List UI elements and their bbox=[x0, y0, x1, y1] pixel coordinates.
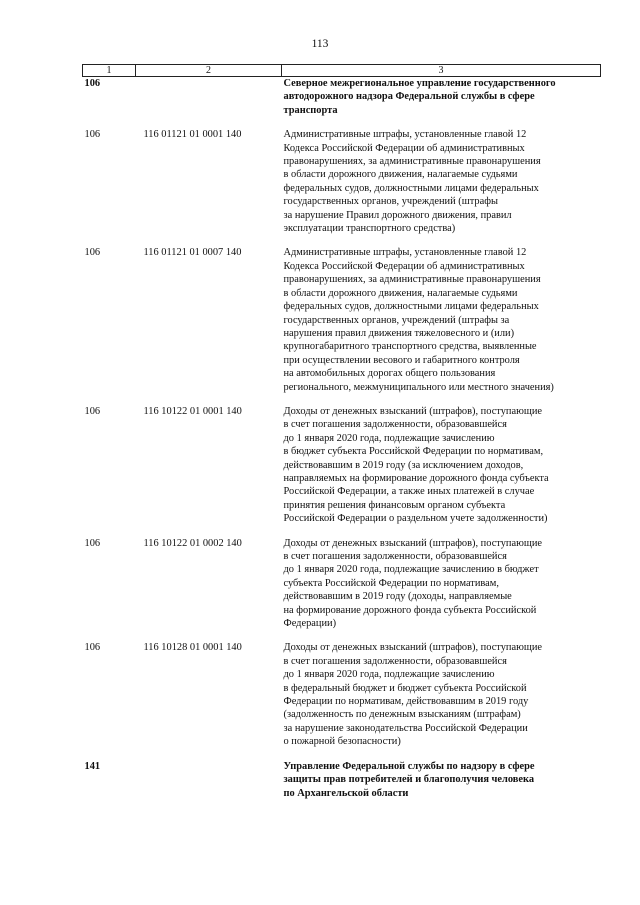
table-row bbox=[83, 641, 601, 748]
page-number: 113 bbox=[311, 38, 329, 50]
description-line: направляемых на формирование дорожного фонда субъекта bbox=[283, 472, 549, 484]
description-line: в счет погашения задолженности, образовавшейся bbox=[283, 551, 507, 562]
column-number-2: 2 bbox=[136, 65, 282, 77]
description-line: в бюджет субъекта Российской Федерации по нормативам, bbox=[283, 446, 544, 458]
row-spacer-cell bbox=[83, 394, 601, 405]
description-line: крупногабаритного транспортного средства, выявленные bbox=[283, 341, 537, 353]
description-line: за нарушение законодательства Российской Федерации bbox=[283, 722, 528, 734]
table-body bbox=[83, 77, 601, 800]
description-line: Административные штрафы, установленные главой 12 bbox=[283, 129, 527, 141]
description-line: в счет погашения задолженности, образовавшейся bbox=[283, 419, 507, 431]
revenue-description bbox=[282, 405, 601, 526]
administrator-code: 106 bbox=[84, 129, 101, 141]
description-line: Российской Федерации о раздельном учете задолженности) bbox=[283, 513, 548, 525]
administrator-code: 106 bbox=[84, 78, 101, 89]
description-line: Административные штрафы, установленные главой 12 bbox=[283, 247, 527, 259]
revenue-code: 116 01121 01 0007 140 bbox=[143, 247, 242, 259]
revenue-code bbox=[136, 77, 282, 118]
description-line: в федеральный бюджет и бюджет субъекта Российской bbox=[283, 682, 527, 694]
section-header-row bbox=[83, 760, 601, 800]
revenue-code bbox=[136, 760, 282, 800]
description-line: до 1 января 2020 года, подлежащие зачислению bbox=[283, 432, 495, 444]
description-line: защиты прав потребителей и благополучия человека bbox=[283, 774, 535, 786]
description-line: правонарушениях, за административные правонарушения bbox=[283, 274, 541, 286]
section-title bbox=[282, 760, 601, 800]
table-row bbox=[83, 128, 601, 235]
row-spacer-cell bbox=[83, 117, 601, 128]
description-line: Доходы от денежных взысканий (штрафов), поступающие bbox=[283, 537, 543, 549]
administrator-code: 106 bbox=[84, 537, 101, 549]
description-line: (задолженность по денежным взысканиям (штрафам) bbox=[283, 709, 521, 721]
section-title bbox=[282, 77, 601, 118]
row-spacer bbox=[83, 235, 601, 246]
description-line: за нарушение Правил дорожного движения, правил bbox=[283, 209, 512, 221]
row-spacer bbox=[83, 526, 601, 537]
description-line: транспорта bbox=[283, 104, 338, 116]
column-number-row bbox=[83, 65, 601, 77]
description-line: действовавшим в 2019 году (за исключением доходов, bbox=[283, 459, 524, 471]
administrator-code: 106 bbox=[84, 405, 101, 417]
revenue-description bbox=[282, 246, 601, 393]
revenue-description bbox=[282, 128, 601, 235]
column-number-1: 1 bbox=[83, 65, 136, 77]
description-line: автодорожного надзора Федеральной службы в сфере bbox=[283, 91, 535, 103]
description-line: на автомобильных дорогах общего пользования bbox=[283, 368, 496, 380]
description-line: Кодекса Российской Федерации об административных bbox=[283, 142, 525, 154]
row-spacer-cell bbox=[83, 630, 601, 641]
revenue-code: 116 01121 01 0001 140 bbox=[143, 129, 242, 141]
revenue-codes-table bbox=[82, 64, 601, 800]
revenue-description bbox=[282, 641, 601, 748]
description-line: нарушения правил движения тяжеловесного и (или) bbox=[283, 327, 515, 339]
description-line: государственных органов, учреждений (штрафы за bbox=[283, 314, 510, 326]
section-header-row bbox=[83, 77, 601, 118]
administrator-code: 141 bbox=[84, 760, 101, 772]
description-line: Доходы от денежных взысканий (штрафов), поступающие bbox=[283, 642, 543, 654]
description-line: федеральных судов, должностными лицами федеральных bbox=[283, 182, 539, 194]
table-header bbox=[83, 65, 601, 77]
row-spacer-cell bbox=[83, 526, 601, 537]
description-line: до 1 января 2020 года, подлежащие зачислению bbox=[283, 669, 495, 681]
description-line: в области дорожного движения, налагаемые судьями bbox=[283, 287, 518, 299]
description-line: Управление Федеральной службы по надзору в сфере bbox=[283, 760, 535, 772]
description-line: федеральных судов, должностными лицами федеральных bbox=[283, 301, 539, 313]
description-line: на формирование дорожного фонда субъекта Российской bbox=[283, 604, 537, 616]
description-line: правонарушениях, за административные правонарушения bbox=[283, 156, 541, 168]
description-line: государственных органов, учреждений (штрафы bbox=[283, 196, 498, 208]
revenue-description bbox=[282, 537, 601, 631]
description-line: до 1 января 2020 года, подлежащие зачислению в бюджет bbox=[283, 564, 539, 576]
revenue-code: 116 10122 01 0002 140 bbox=[143, 537, 242, 549]
table-row bbox=[83, 246, 601, 393]
description-line: действовавшим в 2019 году (доходы, направляемые bbox=[283, 591, 512, 603]
row-spacer-cell bbox=[83, 235, 601, 246]
description-line: Кодекса Российской Федерации об административных bbox=[283, 260, 525, 272]
description-line: о пожарной безопасности) bbox=[283, 736, 401, 748]
revenue-code: 116 10128 01 0001 140 bbox=[143, 642, 242, 654]
description-line: Северное межрегиональное управление государственного bbox=[283, 78, 556, 89]
description-line: Российской Федерации, а также иных платежей в случае bbox=[283, 486, 535, 498]
column-number-3: 3 bbox=[282, 65, 601, 77]
description-line: в счет погашения задолженности, образовавшейся bbox=[283, 655, 507, 667]
administrator-code: 106 bbox=[84, 247, 101, 259]
row-spacer bbox=[83, 117, 601, 128]
description-line: при осуществлении весового и габаритного контроля bbox=[283, 354, 520, 366]
administrator-code: 106 bbox=[84, 642, 101, 654]
row-spacer bbox=[83, 394, 601, 405]
description-line: Доходы от денежных взысканий (штрафов), поступающие bbox=[283, 405, 543, 417]
description-line: субъекта Российской Федерации по нормативам, bbox=[283, 577, 499, 589]
table-row bbox=[83, 537, 601, 631]
table-row bbox=[83, 405, 601, 526]
description-line: Федерации по нормативам, действовавшим в 2019 году bbox=[283, 696, 529, 708]
revenue-code: 116 10122 01 0001 140 bbox=[143, 405, 242, 417]
description-line: регионального, межмуниципального или местного значения) bbox=[283, 381, 554, 393]
row-spacer bbox=[83, 630, 601, 641]
description-line: в области дорожного движения, налагаемые судьями bbox=[283, 169, 518, 181]
description-line: принятия решения финансовым органом субъекта bbox=[283, 499, 506, 511]
description-line: Федерации) bbox=[283, 618, 337, 630]
description-line: по Архангельской области bbox=[283, 787, 409, 799]
description-line: эксплуатации транспортного средства) bbox=[283, 223, 456, 235]
row-spacer-cell bbox=[83, 749, 601, 760]
row-spacer bbox=[83, 749, 601, 760]
